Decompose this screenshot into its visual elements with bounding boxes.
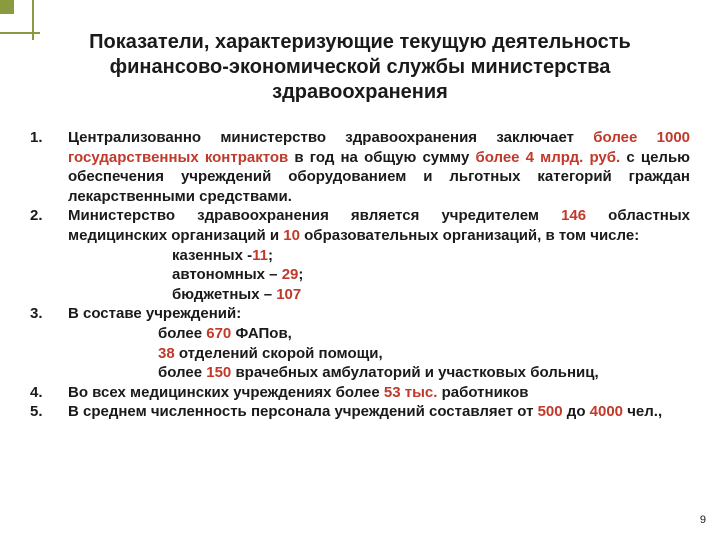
title-line-2: финансово-экономической службы министерства [109, 56, 611, 78]
sub-text: врачебных амбулаторий и участковых больниц, [231, 364, 599, 382]
page-number: 9 [699, 514, 706, 526]
text-part: образовательных организаций, в том числе: [299, 226, 640, 244]
text-part: Министерство здравоохранения является учредителем [68, 207, 562, 225]
title-line-3: здравоохранения [272, 81, 448, 103]
highlight-146: 146 [561, 207, 587, 225]
text-part: чел., [623, 403, 663, 421]
sub-line-kazennye [68, 246, 690, 266]
sub-value: 670 [206, 324, 232, 342]
sub-text: бюджетных – [172, 285, 277, 303]
item-text [68, 383, 690, 403]
text-part: Во всех медицинских учреждениях более [68, 383, 384, 401]
highlight-10: 10 [283, 226, 300, 244]
sub-text: отделений скорой помощи, [174, 344, 383, 362]
list-item-2 [30, 206, 690, 304]
item-text [68, 206, 690, 245]
text-part: до [562, 403, 590, 421]
sub-value: 107 [276, 285, 302, 303]
sub-line-ambulance [68, 344, 690, 364]
highlight-4000: 4000 [589, 403, 624, 421]
item-number: 2. [30, 207, 43, 225]
sub-value: 38 [158, 344, 175, 362]
sub-text: более [158, 364, 207, 382]
slide-title [30, 30, 690, 105]
text-part: работников [437, 383, 529, 401]
sub-text: ; [267, 246, 273, 264]
highlight-workers: 53 тыс. [383, 383, 438, 401]
sub-line-fap [68, 324, 690, 344]
item-text [68, 402, 690, 422]
text-part: в год на общую сумму [288, 148, 476, 166]
item-text: В составе учреждений: [68, 305, 242, 323]
item-number: 1. [30, 129, 43, 146]
item-number: 4. [30, 383, 43, 401]
list-item-1 [30, 128, 690, 206]
sub-text: ФАПов, [231, 324, 292, 342]
item-number: 5. [30, 403, 43, 421]
text-part: областных медицинских организаций и [68, 207, 690, 244]
indicator-list [30, 128, 690, 422]
highlight-amount: более 4 млрд. руб. [475, 148, 621, 166]
list-item-4 [30, 383, 690, 403]
sub-text: более [158, 324, 207, 342]
sub-value: 29 [281, 266, 299, 284]
highlight-500: 500 [537, 403, 563, 421]
sub-text: автономных – [172, 266, 282, 284]
item-text [68, 128, 690, 206]
list-item-5 [30, 402, 690, 422]
text-part: Централизованно министерство здравоохранения заключает [68, 129, 594, 146]
sub-text: ; [298, 266, 304, 284]
sub-line-clinics [68, 363, 690, 383]
sub-line-avtonomnye [68, 265, 690, 285]
list-item-3 [30, 304, 690, 382]
highlight-contracts: более 1000 государственных контрактов [68, 129, 691, 166]
corner-square [0, 0, 14, 14]
sub-value: 150 [206, 364, 232, 382]
title-line-1: Показатели, характеризующие текущую деятельность [89, 31, 631, 53]
sub-value: 11 [252, 246, 268, 264]
text-part: с целью обеспечения учреждений оборудованием и льготных категорий граждан лекарственными средствами. [68, 148, 690, 205]
sub-text: казенных - [172, 246, 253, 264]
item-number: 3. [30, 305, 43, 323]
text-part: В среднем численность персонала учреждений составляет от [68, 403, 538, 421]
sub-line-byudzhetnye [68, 285, 690, 305]
